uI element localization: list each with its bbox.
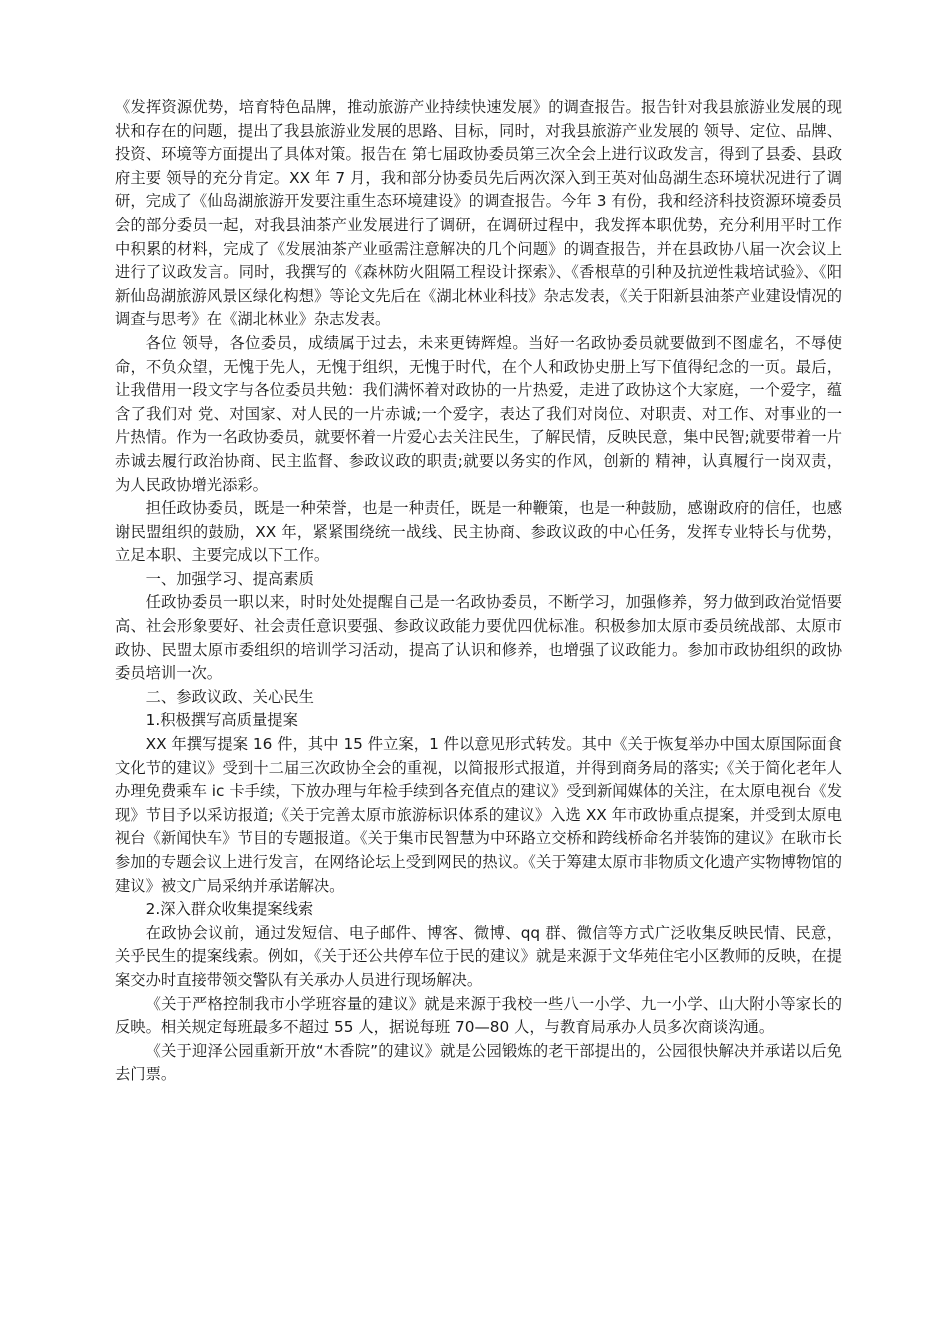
paragraph-proposals: XX 年撰写提案 16 件，其中 15 件立案，1 件以意见形式转发。其中《关于恢复举办中国太原国际面食文化节的建议》受到十二届三次政协全会的重视，以简报形式报道，并得到商务局的落实;《关于简化老年人办理免费乘车 ic 卡手续，下放办理与年检手续到各充值点的建议》受到新闻媒体的关注，在太原电视台《发现》节目予以采访报道;《关于完善太原市旅游标识体系的建议》入选 XX 年市政协重点提案，并受到太原电视台《新闻快车》节目的专题报道。《关于集市民智慧为中环路立交桥和跨线桥命名并装饰的建议》在耿市长参加的专题会议上进行发言，在网络论坛上受到网民的热议。《关于筹建太原市非物质文化遗产实物博物馆的建议》被文广局采纳并承诺解决。 bbox=[115, 735, 842, 895]
section-heading-participation: 二、参政议政、关心民生 bbox=[145, 687, 314, 706]
subheading-clues: 2.深入群众收集提案线索 bbox=[145, 900, 314, 919]
paragraph-class-size: 《关于严格控制我市小学班容量的建议》就是来源于我校一些八一小学、九一小学、山大附小等家长的反映。相关规定每班最多不超过 55 人，据说每班 70—80 人，与教育局承办人员多次商谈沟通。 bbox=[115, 994, 842, 1037]
paragraph-report-summary: 《发挥资源优势，培育特色品牌，推动旅游产业持续快速发展》的调查报告。报告针对我县旅游业发展的现状和存在的问题，提出了我县旅游业发展的思路、目标，同时，对我县旅游产业发展的 领导、定位、品牌、投资、环境等方面提出了具体对策。报告在 第七届政协委员第三次全会上进行议政发言，得到了县委、县政府主要 领导的充分肯定。XX 年 7 月，我和部分协委员先后两次深入到王英对仙岛湖生态环境状况进行了调研，完成了《仙岛湖旅游开发要注重生态环境建设》的调查报告。今年 3 有份，我和经济科技资源环境委员会的部分委员一起，对我县油茶产业发展进行了调研，在调研过程中，我发挥本职优势，充分利用平时工作中积累的材料，完成了《发展油茶产业亟需注意解决的几个问题》的调查报告，并在县政协八届一次会议上进行了议政发言。同时，我撰写的《森林防火阻隔工程设计探索》、《香根草的引种及抗逆性栽培试验》、《阳新仙岛湖旅游风景区绿化构想》等论文先后在《湖北林业科技》杂志发表，《关于阳新县油茶产业建设情况的调查与思考》在《湖北林业》杂志发表。 bbox=[115, 98, 842, 329]
paragraph-closing-remarks: 各位 领导，各位委员，成绩属于过去，未来更铸辉煌。当好一名政协委员就要做到不图虚名，不辱使命，不负众望，无愧于先人，无愧于组织，无愧于时代，在个人和政协史册上写下值得纪念的一页。最后，让我借用一段文字与各位委员共勉：我们满怀着对政协的一片热爱，走进了政协这个大家庭，一个爱字，蕴含了我们对 党、对国家、对人民的一片赤诚;一个爱字，表达了我们对岗位、对职责、对工作、对事业的一片热情。作为一名政协委员，就要怀着一片爱心去关注民生，了解民情，反映民意，集中民智;就要带着一片赤诚去履行政治协商、民主监督、参政议政的职责;就要以务实的作风，创新的 精神，认真履行一岗双责，为人民政协增光添彩。 bbox=[115, 333, 842, 494]
paragraph-clues: 在政协会议前，通过发短信、电子邮件、博客、微博、qq 群、微信等方式广泛收集反映民情、民意，关乎民生的提案线索。例如，《关于还公共停车位于民的建议》就是来源于文华苑住宅小区教师的反映，在提案交办时直接带领交警队有关承办人员进行现场解决。 bbox=[115, 923, 842, 989]
paragraph-study: 任政协委员一职以来，时时处处提醒自己是一名政协委员，不断学习，加强修养，努力做到政治觉悟要高、社会形象要好、社会责任意识要强、参政议政能力要优四优标准。积极参加太原市委员统战部、太原市政协、民盟太原市委组织的培训学习活动，提高了认识和修养，也增强了议政能力。参加市政协组织的政协委员培训一次。 bbox=[115, 593, 842, 683]
document-page bbox=[115, 96, 842, 1087]
subheading-proposals: 1.积极撰写高质量提案 bbox=[145, 711, 298, 730]
paragraph-park: 《关于迎泽公园重新开放“木香院”的建议》就是公园锻炼的老干部提出的，公园很快解决并承诺以后免去门票。 bbox=[115, 1041, 842, 1084]
paragraph-committee-duty: 担任政协委员，既是一种荣誉，也是一种责任，既是一种鞭策，也是一种鼓励，感谢政府的信任，也感谢民盟组织的鼓励，XX 年，紧紧围绕统一战线、民主协商、参政议政的中心任务，发挥专业特长与优势，立足本职、主要完成以下工作。 bbox=[115, 499, 842, 565]
section-heading-study: 一、加强学习、提高素质 bbox=[145, 569, 314, 588]
